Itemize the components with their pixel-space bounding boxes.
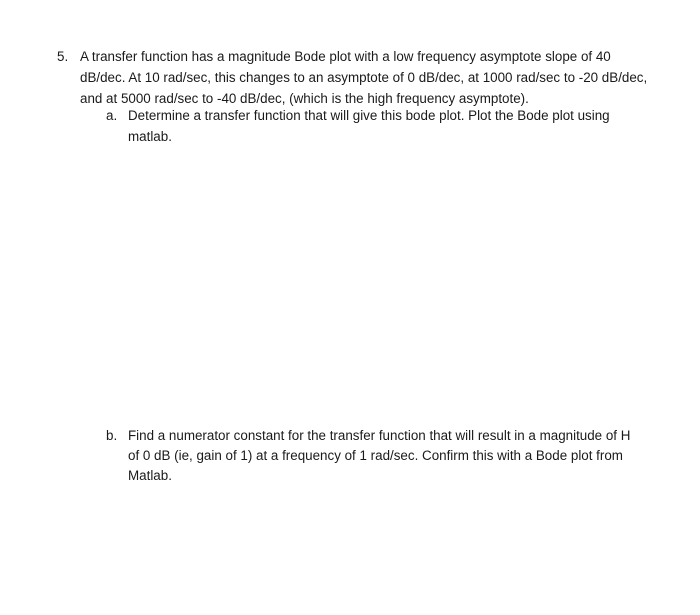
problem-text-line-1: A transfer function has a magnitude Bode plot with a low frequency asymptote slope of 40: [80, 49, 611, 64]
part-b-text-line-1: Find a numerator constant for the transfer function that will result in a magnitude of H: [128, 428, 631, 443]
problem-text-line-3: and at 5000 rad/sec to -40 dB/dec, (which is the high frequency asymptote).: [80, 91, 529, 106]
part-b-letter: b.: [106, 428, 118, 443]
part-a-text-line-1: Determine a transfer function that will give this bode plot. Plot the Bode plot using: [128, 108, 610, 123]
part-a-text-line-2: matlab.: [128, 129, 172, 144]
problem-text-line-2: dB/dec. At 10 rad/sec, this changes to an asymptote of 0 dB/dec, at 1000 rad/sec to -20 dB/dec,: [80, 70, 648, 85]
problem-number: 5.: [57, 49, 69, 64]
part-b-text-line-3: Matlab.: [128, 468, 172, 483]
part-a-letter: a.: [106, 108, 118, 123]
part-b-text-line-2: of 0 dB (ie, gain of 1) at a frequency of 1 rad/sec. Confirm this with a Bode plot from: [128, 448, 623, 463]
